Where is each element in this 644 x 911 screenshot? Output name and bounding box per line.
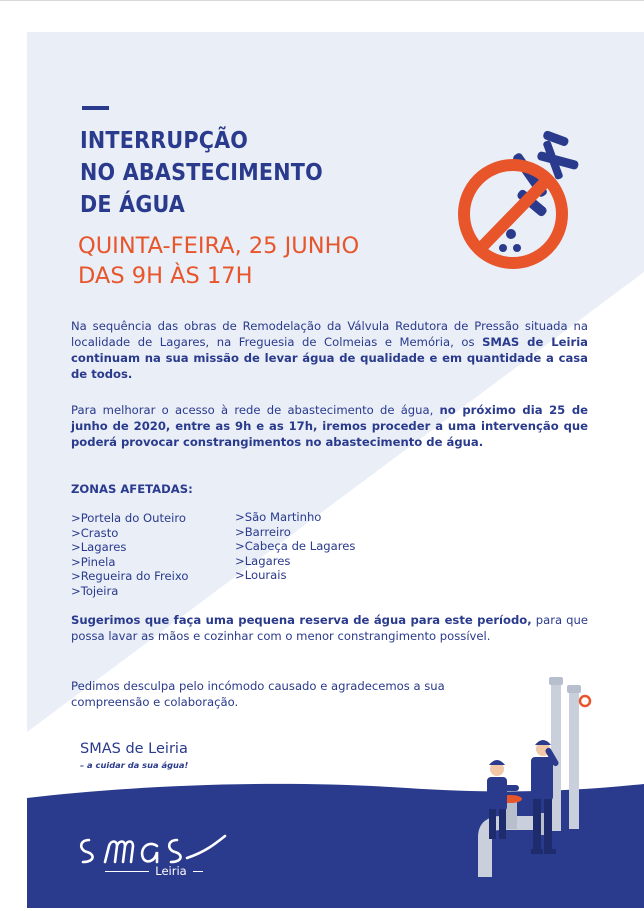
list-item: >Barreiro xyxy=(235,524,291,539)
page-title xyxy=(80,125,323,221)
time-line: DAS 9H ÀS 17H xyxy=(78,263,253,289)
list-item: >Regueira do Freixo xyxy=(71,569,189,583)
list-item: >Tojeira xyxy=(71,583,119,598)
date-line: QUINTA-FEIRA, 25 JUNHO xyxy=(78,233,360,259)
intervention-paragraph: Para melhorar o acesso à rede de abastecimento de água, no próximo dia 25 de junho de 2020, entre as 9h e as 17h, iremos proceder a uma intervenção que poderá provocar constrangimentos no abastecimento de água. xyxy=(71,403,588,449)
flyer xyxy=(27,32,644,908)
list-item: >Lagares xyxy=(71,540,127,554)
suggestion-paragraph: Sugerimos que faça uma pequena reserva de água para este período, para que possa lavar as mãos e cozinhar com o menor constrangimento possível. xyxy=(71,613,589,643)
title-line: INTERRUPÇÃO xyxy=(80,128,249,154)
zones-heading: ZONAS AFETADAS: xyxy=(71,482,193,496)
list-item: >Cabeça de Lagares xyxy=(235,539,356,553)
title-line: DE ÁGUA xyxy=(80,192,186,218)
brand-tagline: – a cuidar da sua água! xyxy=(80,760,189,770)
zones-list-right xyxy=(235,510,355,583)
list-item: >Pinela xyxy=(71,554,116,569)
apology-paragraph: Pedimos desculpa pelo incómodo causado e agradecemos a sua compreensão e colaboração. xyxy=(71,679,445,709)
title-line: NO ABASTECIMENTO xyxy=(80,160,323,186)
list-item: >Lagares xyxy=(235,553,291,568)
title-accent-bar xyxy=(82,106,109,110)
zones-list-left xyxy=(71,511,188,598)
list-item: >São Martinho xyxy=(235,510,322,524)
no-water-tap-icon xyxy=(445,126,585,272)
list-item: >Lourais xyxy=(235,568,287,582)
list-item: >Portela do Outeiro xyxy=(71,511,186,525)
intro-paragraph: Na sequência das obras de Remodelação da Válvula Redutora de Pressão situada na localidade de Lagares, na Freguesia de Colmeias e Memória, os SMAS de Leiria continuam na sua missão de levar água de qualidade e em quantidade a casa de todos. xyxy=(71,319,588,381)
brand-name: SMAS de Leiria xyxy=(80,741,188,757)
top-border xyxy=(0,0,644,1)
workers-illustration xyxy=(445,677,605,889)
logo-subtext: Leiria xyxy=(79,864,229,878)
date-time xyxy=(78,231,359,291)
list-item: >Crasto xyxy=(71,525,119,540)
